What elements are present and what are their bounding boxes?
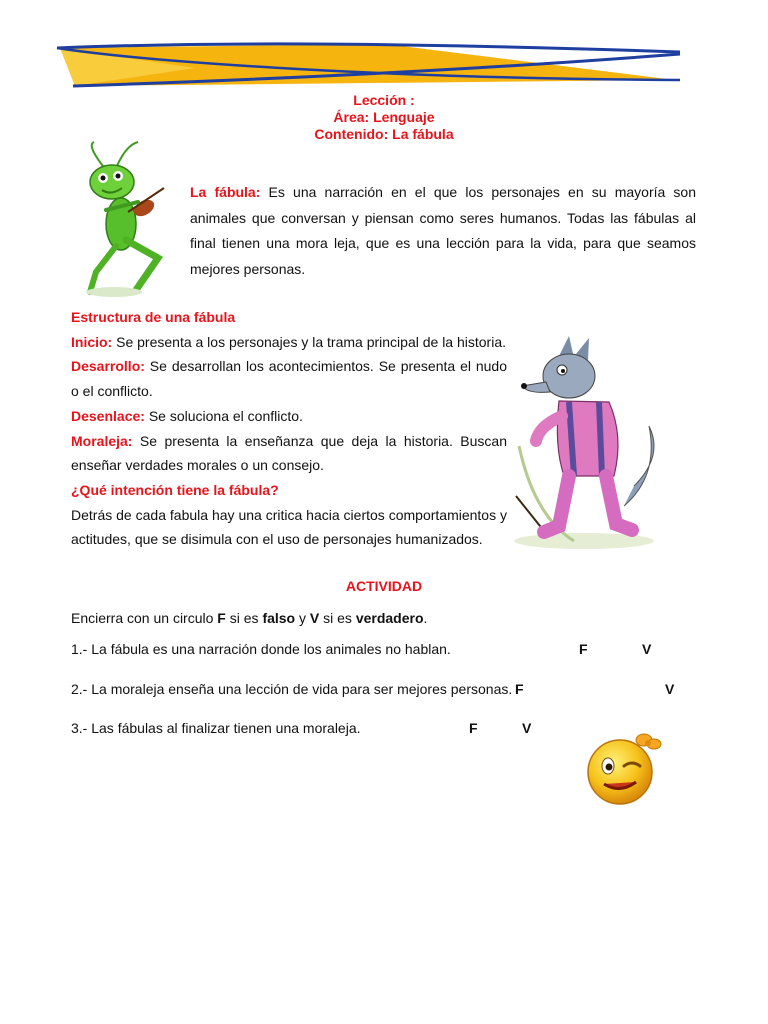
structure-item-inicio <box>71 330 507 355</box>
instructions-v: V <box>309 610 320 626</box>
intention-answer: Detrás de cada fabula hay una critica hacia ciertos comportamientos y actitudes, que se disimula con el uso de personajes humanizados. <box>71 506 507 548</box>
lesson-header <box>0 92 768 143</box>
structure-item-label: Inicio: <box>71 333 113 350</box>
winking-smiley-icon <box>582 728 668 806</box>
wolf-illustration <box>514 336 666 550</box>
fable-definition-text: Es una narración en el que los personajes en su mayoría son animales que conversan y piensan como seres humanos. Todas las fábulas al final tienen una mora leja, que es una lección para la vida, para que seamos mejores personas. <box>190 184 697 277</box>
structure-item-text: Se presenta a los personajes y la trama principal de la historia. <box>112 333 506 350</box>
question-3-true-option[interactable]: V <box>522 720 532 736</box>
structure-item-moraleja <box>71 429 507 478</box>
instructions-text: y <box>295 610 310 626</box>
lesson-label: Lección : <box>353 92 415 108</box>
question-2-false-option[interactable]: F <box>515 681 524 697</box>
activity-title: ACTIVIDAD <box>345 578 423 594</box>
question-3-text: 3.- Las fábulas al finalizar tienen una moraleja. <box>71 720 361 736</box>
content-label: Contenido: La fábula <box>314 126 454 142</box>
intention-question: ¿Qué intención tiene la fábula? <box>71 481 279 498</box>
grasshopper-violin-illustration <box>76 140 186 300</box>
structure-item-desarrollo <box>71 354 507 403</box>
question-1-text: 1.- La fábula es una narración donde los animales no hablan. <box>71 641 451 657</box>
decorative-banner <box>55 40 685 92</box>
question-1-true-option[interactable]: V <box>642 641 652 657</box>
instructions-f: F <box>217 610 226 626</box>
question-2-text: 2.- La moraleja enseña una lección de vida para ser mejores personas. <box>71 681 513 697</box>
structure-item-text: Se desarrollan los acontecimientos. Se presenta el nudo o el conflicto. <box>71 358 507 400</box>
instructions-text: . <box>423 610 428 626</box>
structure-item-label: Desenlace: <box>71 407 145 424</box>
instructions-falso: falso <box>262 610 296 626</box>
activity-instructions <box>71 610 427 626</box>
instructions-text: Encierra con un circulo <box>71 610 218 626</box>
fable-definition-label: La fábula: <box>190 184 261 200</box>
structure-item-label: Moraleja: <box>71 432 133 449</box>
instructions-text: si es <box>225 610 263 626</box>
instructions-verdadero: verdadero <box>355 610 424 626</box>
structure-item-label: Desarrollo: <box>71 358 145 375</box>
instructions-text: si es <box>319 610 356 626</box>
question-3-false-option[interactable]: F <box>469 720 478 736</box>
structure-title: Estructura de una fábula <box>71 309 236 325</box>
structure-item-text: Se presenta la enseñanza que deja la historia. Buscan enseñar verdades morales o un consejo. <box>71 432 507 474</box>
structure-item-desenlace <box>71 404 507 429</box>
fable-definition <box>190 180 696 282</box>
structure-section <box>71 305 507 552</box>
question-2-true-option[interactable]: V <box>665 681 675 697</box>
area-label: Área: Lenguaje <box>333 109 435 125</box>
structure-item-text: Se soluciona el conflicto. <box>144 407 303 424</box>
question-1-false-option[interactable]: F <box>579 641 588 657</box>
